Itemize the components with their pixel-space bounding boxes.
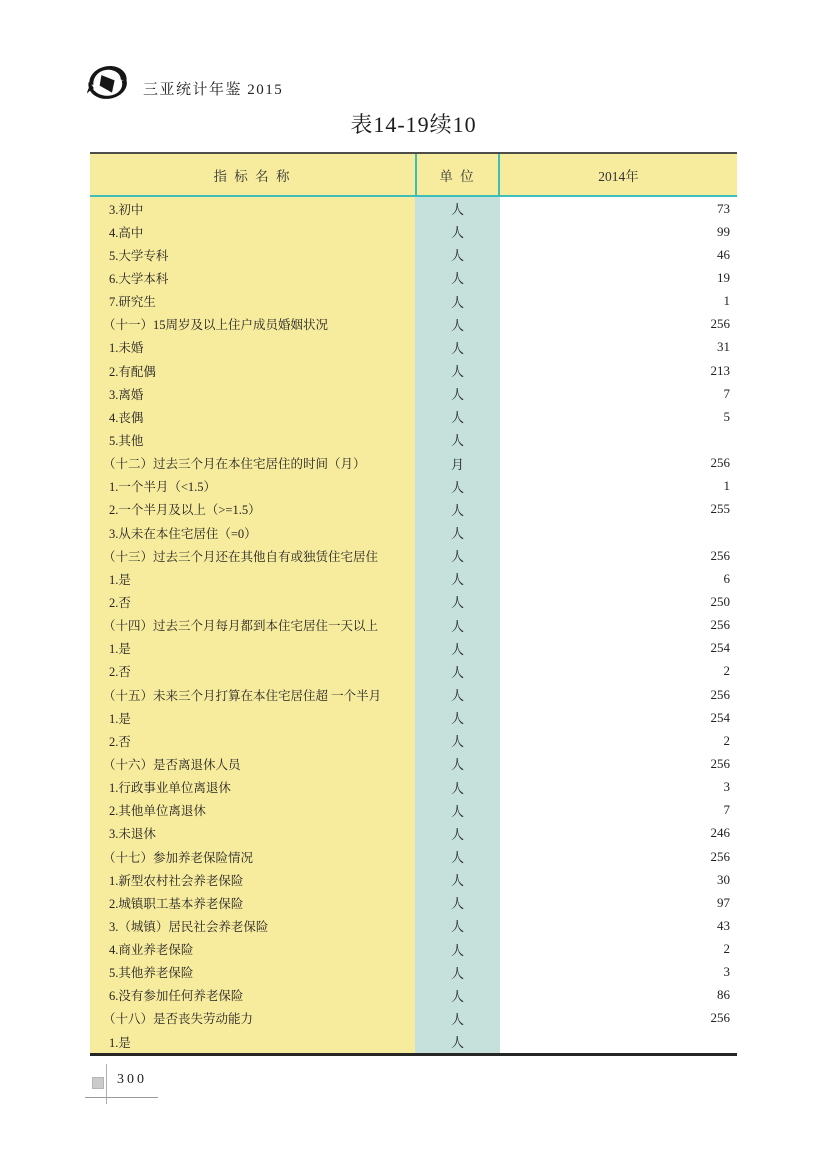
value-cell: 256 [500, 1007, 737, 1030]
value-cell: 246 [500, 822, 737, 845]
table-row [90, 891, 737, 914]
statistics-table [90, 152, 737, 1056]
value-cell: 256 [500, 313, 737, 336]
indicator-cell: （十四）过去三个月每月都到本住宅居住一天以上 [90, 614, 415, 637]
table-row [90, 220, 737, 243]
unit-cell: 人 [415, 405, 500, 428]
unit-cell: 人 [415, 336, 500, 359]
table-row [90, 590, 737, 613]
indicator-cell: 1.未婚 [90, 336, 415, 359]
indicator-cell: 4.丧偶 [90, 405, 415, 428]
value-cell: 46 [500, 243, 737, 266]
unit-cell: 人 [415, 475, 500, 498]
indicator-cell: 3.（城镇）居民社会养老保险 [90, 914, 415, 937]
value-cell: 256 [500, 752, 737, 775]
yearbook-logo-icon [86, 60, 130, 106]
table-row [90, 637, 737, 660]
value-cell: 1 [500, 290, 737, 313]
indicator-cell: （十六）是否离退休人员 [90, 752, 415, 775]
unit-cell: 人 [415, 382, 500, 405]
value-cell: 256 [500, 845, 737, 868]
indicator-cell: 1.是 [90, 637, 415, 660]
indicator-cell: 2.一个半月及以上（>=1.5） [90, 498, 415, 521]
indicator-cell: 1.是 [90, 706, 415, 729]
indicator-cell: 2.有配偶 [90, 359, 415, 382]
indicator-cell: 1.是 [90, 1030, 415, 1053]
unit-cell: 人 [415, 891, 500, 914]
table-row [90, 428, 737, 451]
table-row [90, 822, 737, 845]
unit-cell: 人 [415, 776, 500, 799]
value-cell: 256 [500, 683, 737, 706]
value-cell: 256 [500, 614, 737, 637]
indicator-cell: 5.其他 [90, 428, 415, 451]
value-cell: 5 [500, 405, 737, 428]
unit-cell: 人 [415, 868, 500, 891]
indicator-cell: 6.没有参加任何养老保险 [90, 984, 415, 1007]
value-cell: 19 [500, 266, 737, 289]
value-cell: 31 [500, 336, 737, 359]
value-cell: 97 [500, 891, 737, 914]
indicator-cell: （十七）参加养老保险情况 [90, 845, 415, 868]
value-cell: 43 [500, 914, 737, 937]
value-cell: 254 [500, 706, 737, 729]
indicator-cell: 4.商业养老保险 [90, 938, 415, 961]
unit-cell: 人 [415, 822, 500, 845]
table-row [90, 914, 737, 937]
unit-cell: 人 [415, 359, 500, 382]
value-cell: 3 [500, 776, 737, 799]
value-cell: 7 [500, 799, 737, 822]
table-row [90, 776, 737, 799]
table-row [90, 290, 737, 313]
value-cell: 255 [500, 498, 737, 521]
unit-cell: 人 [415, 521, 500, 544]
indicator-cell: 2.否 [90, 660, 415, 683]
indicator-cell: 7.研究生 [90, 290, 415, 313]
unit-cell: 人 [415, 1030, 500, 1053]
unit-cell: 人 [415, 544, 500, 567]
table-row [90, 243, 737, 266]
value-cell: 256 [500, 452, 737, 475]
indicator-cell: 1.新型农村社会养老保险 [90, 868, 415, 891]
page-title: 表14-19续10 [350, 112, 477, 137]
unit-cell: 人 [415, 590, 500, 613]
indicator-cell: 2.否 [90, 590, 415, 613]
unit-cell: 人 [415, 938, 500, 961]
footer-vertical-rule [106, 1064, 107, 1104]
table-row [90, 266, 737, 289]
unit-cell: 人 [415, 313, 500, 336]
unit-cell: 人 [415, 729, 500, 752]
table-row [90, 961, 737, 984]
table-row [90, 197, 737, 220]
table-row [90, 567, 737, 590]
value-cell: 86 [500, 984, 737, 1007]
table-row [90, 799, 737, 822]
unit-cell: 人 [415, 799, 500, 822]
unit-cell: 人 [415, 498, 500, 521]
table-row [90, 660, 737, 683]
unit-cell: 人 [415, 637, 500, 660]
page-number: 300 [117, 1072, 147, 1087]
table-row [90, 1030, 737, 1053]
unit-cell: 人 [415, 914, 500, 937]
table-row [90, 614, 737, 637]
header-indicator-name: 指 标 名 称 [213, 168, 292, 184]
indicator-cell: （十二）过去三个月在本住宅居住的时间（月） [90, 452, 415, 475]
unit-cell: 人 [415, 752, 500, 775]
footer-horizontal-rule [85, 1097, 158, 1098]
table-row [90, 498, 737, 521]
unit-cell: 人 [415, 961, 500, 984]
unit-cell: 人 [415, 290, 500, 313]
table-row [90, 729, 737, 752]
value-cell [500, 521, 737, 544]
unit-cell: 人 [415, 266, 500, 289]
unit-cell: 人 [415, 567, 500, 590]
table-row [90, 984, 737, 1007]
unit-cell: 人 [415, 683, 500, 706]
indicator-cell: 2.其他单位离退休 [90, 799, 415, 822]
indicator-cell: 5.大学专科 [90, 243, 415, 266]
header-unit: 单 位 [415, 154, 500, 195]
table-row [90, 313, 737, 336]
yearbook-title: 三亚统计年鉴 2015 [143, 82, 284, 98]
value-cell: 2 [500, 729, 737, 752]
indicator-cell: 2.否 [90, 729, 415, 752]
unit-cell: 人 [415, 1007, 500, 1030]
value-cell: 250 [500, 590, 737, 613]
footer-square-ornament [92, 1077, 104, 1089]
indicator-cell: 6.大学本科 [90, 266, 415, 289]
table-row [90, 683, 737, 706]
table-row [90, 544, 737, 567]
indicator-cell: 1.一个半月（<1.5） [90, 475, 415, 498]
value-cell: 7 [500, 382, 737, 405]
unit-cell: 人 [415, 197, 500, 220]
value-cell: 99 [500, 220, 737, 243]
value-cell: 30 [500, 868, 737, 891]
value-cell [500, 1030, 737, 1053]
indicator-cell: 1.是 [90, 567, 415, 590]
value-cell: 3 [500, 961, 737, 984]
table-row [90, 868, 737, 891]
indicator-cell: 3.未退休 [90, 822, 415, 845]
table-row [90, 475, 737, 498]
header-year-2014: 2014年 [598, 168, 639, 184]
indicator-cell: （十五）未来三个月打算在本住宅居住超 一个半月 [90, 683, 415, 706]
value-cell: 254 [500, 637, 737, 660]
table-row [90, 405, 737, 428]
unit-cell: 人 [415, 614, 500, 637]
unit-cell: 人 [415, 984, 500, 1007]
value-cell [500, 428, 737, 451]
value-cell: 2 [500, 660, 737, 683]
unit-cell: 月 [415, 452, 500, 475]
table-header-row [90, 154, 737, 197]
table-row [90, 382, 737, 405]
indicator-cell: 3.从未在本住宅居住（=0） [90, 521, 415, 544]
table-row [90, 521, 737, 544]
unit-cell: 人 [415, 706, 500, 729]
value-cell: 2 [500, 938, 737, 961]
unit-cell: 人 [415, 660, 500, 683]
table-body [90, 197, 737, 1053]
table-row [90, 452, 737, 475]
indicator-cell: （十三）过去三个月还在其他自有或独赁住宅居住 [90, 544, 415, 567]
value-cell: 73 [500, 197, 737, 220]
unit-cell: 人 [415, 243, 500, 266]
table-row [90, 359, 737, 382]
indicator-cell: 5.其他养老保险 [90, 961, 415, 984]
indicator-cell: 3.初中 [90, 197, 415, 220]
value-cell: 1 [500, 475, 737, 498]
table-row [90, 752, 737, 775]
indicator-cell: （十八）是否丧失劳动能力 [90, 1007, 415, 1030]
indicator-cell: 4.高中 [90, 220, 415, 243]
value-cell: 256 [500, 544, 737, 567]
unit-cell: 人 [415, 220, 500, 243]
table-row [90, 706, 737, 729]
unit-cell: 人 [415, 428, 500, 451]
value-cell: 6 [500, 567, 737, 590]
unit-cell: 人 [415, 845, 500, 868]
indicator-cell: 3.离婚 [90, 382, 415, 405]
indicator-cell: 1.行政事业单位离退休 [90, 776, 415, 799]
indicator-cell: （十一）15周岁及以上住户成员婚姻状况 [90, 313, 415, 336]
table-row [90, 336, 737, 359]
table-row [90, 938, 737, 961]
indicator-cell: 2.城镇职工基本养老保险 [90, 891, 415, 914]
value-cell: 213 [500, 359, 737, 382]
table-row [90, 845, 737, 868]
table-row [90, 1007, 737, 1030]
